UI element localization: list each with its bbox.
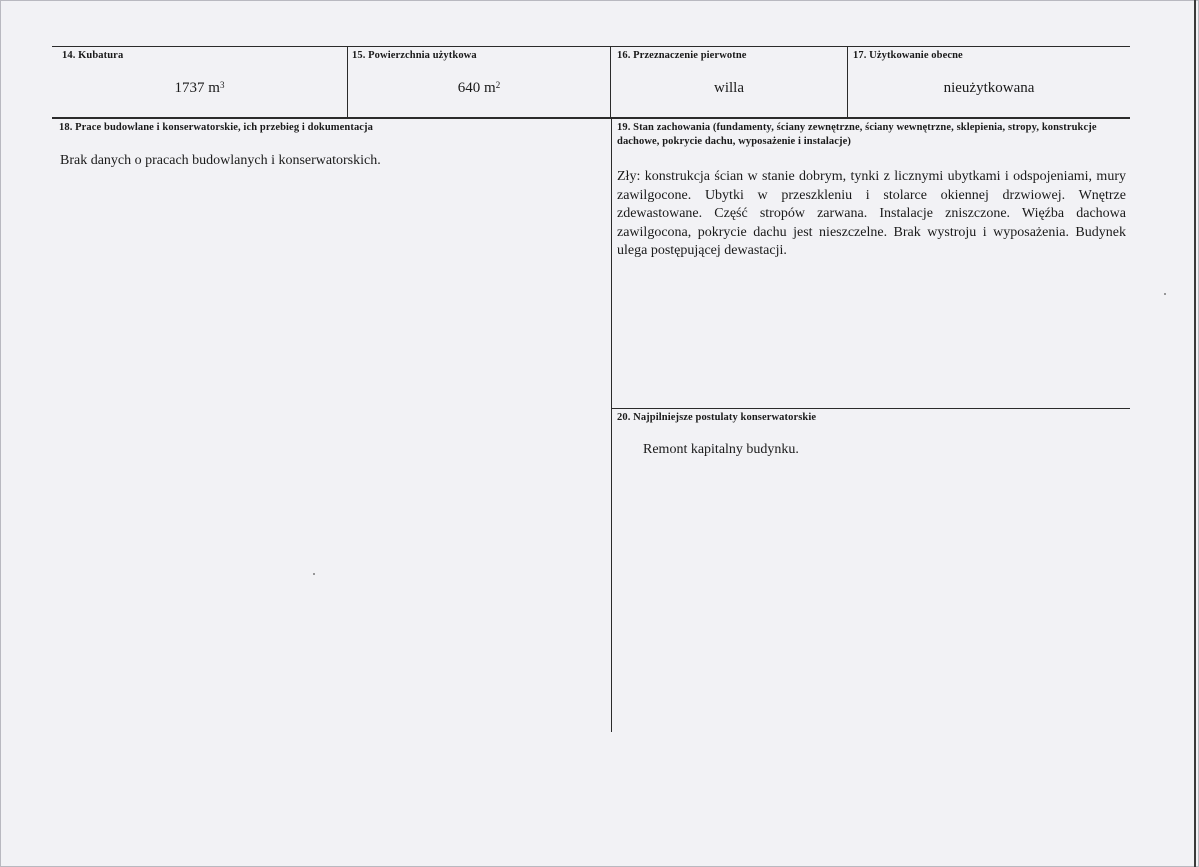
przeznaczenie-value: willa xyxy=(714,80,744,96)
kubatura-header: 14. Kubatura xyxy=(62,50,124,61)
uzytkowanie-value: nieużytkowana xyxy=(943,80,1035,96)
postulaty-text: Remont kapitalny budynku. xyxy=(643,442,799,457)
uzytkowanie-header: 17. Użytkowanie obecne xyxy=(853,50,963,61)
top-rule-right xyxy=(611,46,1130,47)
stan-header: 19. Stan zachowania (fundamenty, ściany zewnętrzne, ściany wewnętrzne, sklepienia, stropy, konstrukcje dachowe, pokrycie dachu, wyposażenie i instalacje) xyxy=(617,122,1097,147)
scan-speck xyxy=(1164,293,1166,295)
powierzchnia-header: 15. Powierzchnia użytkowa xyxy=(352,50,477,61)
powierzchnia-value: 640 $m^2$ xyxy=(457,80,501,96)
prace-header: 18. Prace budowlane i konserwatorskie, ich przebieg i dokumentacja xyxy=(59,122,374,133)
przeznaczenie-header: 16. Przeznaczenie pierwotne xyxy=(617,50,747,61)
row1-bottom-rule xyxy=(52,117,1130,119)
top-rule-left xyxy=(52,46,610,47)
prace-text: Brak danych o pracach budowlanych i konserwatorskich. xyxy=(60,153,381,168)
divider-main xyxy=(611,118,612,732)
kubatura-value: 1737 $m^3$ xyxy=(174,80,225,96)
stan-text: Zły: konstrukcja ścian w stanie dobrym, tynki z licznymi ubytkami i odspojeniami, mury zawilgocone. Ubytki w przeszkleniu i stolarce okiennej drzwiowej. Wnętrze zdewastowane. Część stropów zarwana. Instalacje zniszczone. Więźba dachowa zawilgocona, pokrycie dachu jest nieszczelne. Brak wystroju i wyposażenia. Budynek ulega postępującej dewastacji. xyxy=(617,169,1126,259)
scan-edge xyxy=(1194,0,1196,867)
postulaty-header: 20. Najpilniejsze postulaty konserwatorskie xyxy=(617,412,817,423)
scan-speck xyxy=(313,573,315,575)
section20-top-rule xyxy=(611,408,1130,409)
